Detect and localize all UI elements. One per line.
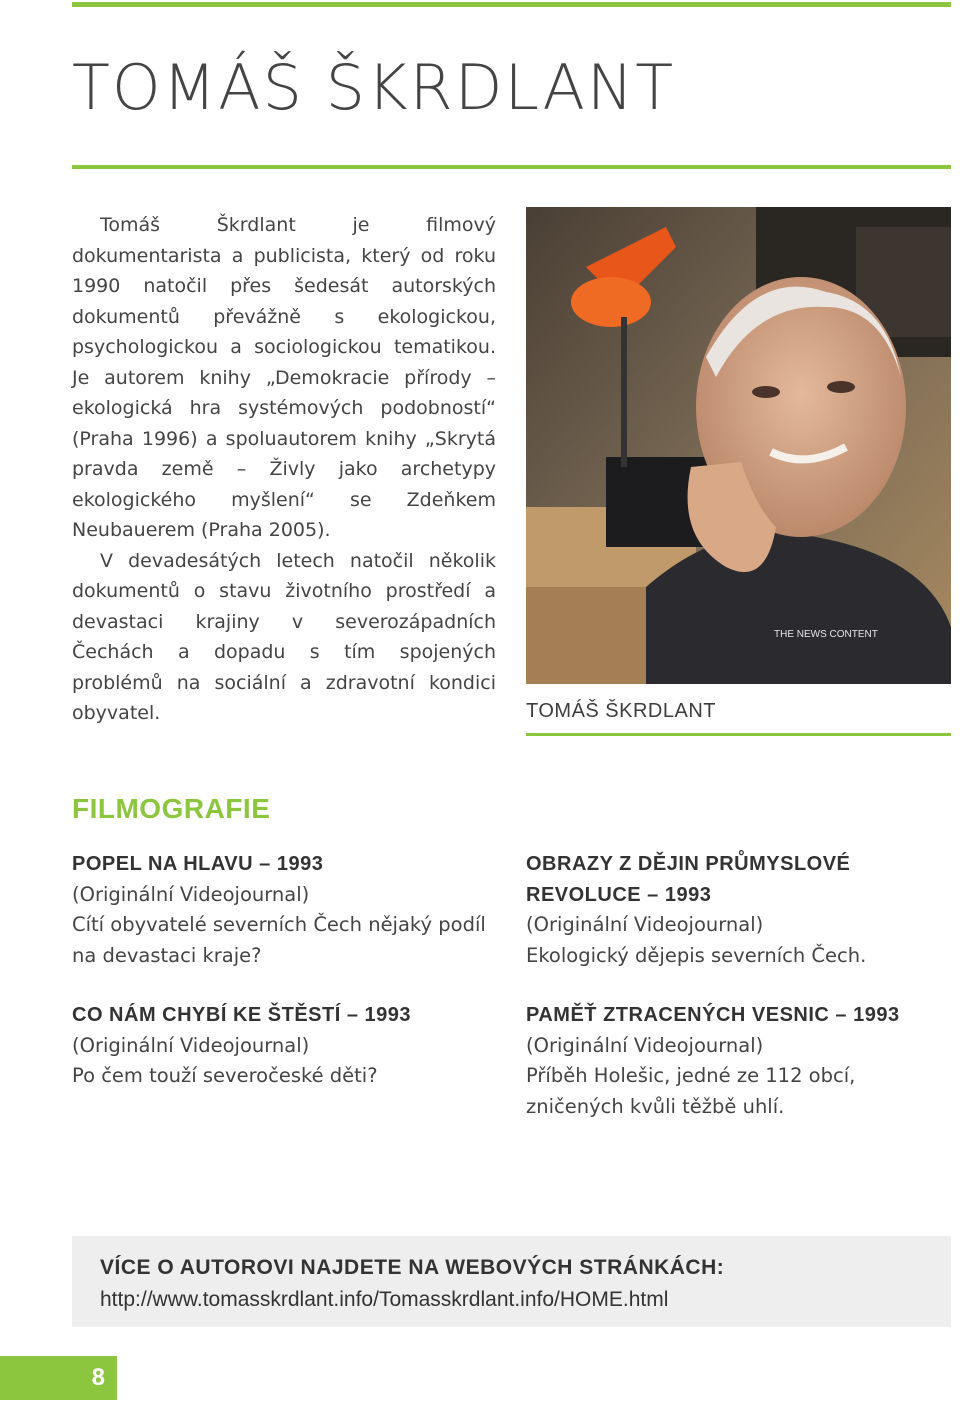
page-number: 8 (0, 1356, 117, 1400)
bio-text (72, 210, 496, 729)
bio-paragraph-2: V devadesátých letech natočil několik dokumentů o stavu životního prostředí a devastaci krajiny v severozápadních Čechách a dopadu s tím spojených problémů na sociální a zdravotní kondici obyvatel. (72, 549, 496, 724)
film-producer: (Originální Videojournal) (526, 1033, 764, 1057)
film-title: PAMĚŤ ZTRACENÝCH VESNIC – 1993 (526, 1004, 900, 1026)
film-producer: (Originální Videojournal) (72, 1033, 310, 1057)
film-title: POPEL NA HLAVU – 1993 (72, 853, 324, 875)
film-producer: (Originální Videojournal) (72, 882, 310, 906)
film-entry-4 (526, 1000, 926, 1122)
photo-caption: TOMÁŠ ŠKRDLANT (526, 700, 716, 722)
filmography-heading: FILMOGRAFIE (72, 793, 271, 824)
film-description: Cítí obyvatelé severních Čech nějaký podíl na devastaci kraje? (72, 913, 486, 967)
more-info-label: VÍCE O AUTOROVI NAJDETE NA WEBOVÝCH STRÁNKÁCH: (100, 1256, 725, 1279)
more-info-box (72, 1236, 951, 1327)
film-entry-2 (526, 849, 926, 971)
portrait-photo (526, 207, 951, 684)
top-rule (72, 2, 951, 7)
bio-paragraph-1: Tomáš Škrdlant je filmový dokumentarista a publicista, který od roku 1990 natočil přes šedesát autorských dokumentů převážně s ekologickou, psychologickou a sociologickou tematikou. Je autorem knihy „Demokracie přírody – ekologická hra systémových podobností“ (Praha 1996) a spoluautorem knihy „Skrytá pravda země – Živly jako archetypy ekologického myšlení“ se Zdeňkem Neubauerem (Praha 2005). (72, 214, 496, 541)
film-description: Příběh Holešic, jedné ze 112 obcí, zničených kvůli těžbě uhlí. (526, 1064, 856, 1118)
author-website-link[interactable]: http://www.tomasskrdlant.info/Tomasskrdlant.info/HOME.html (100, 1288, 669, 1311)
title-rule (72, 165, 951, 169)
film-entry-3 (72, 1000, 512, 1092)
film-entry-1 (72, 849, 512, 971)
shirt-print: THE NEWS CONTENT (774, 629, 878, 640)
film-producer: (Originální Videojournal) (526, 913, 764, 936)
film-title: CO NÁM CHYBÍ KE ŠTĚSTÍ – 1993 (72, 1004, 412, 1026)
film-description: Po čem touží severočeské děti? (72, 1064, 378, 1087)
film-description: Ekologický dějepis severních Čech. (526, 943, 867, 967)
page-title: TOMÁŠ ŠKRDLANT (72, 51, 676, 124)
caption-rule (526, 733, 951, 736)
film-title: OBRAZY Z DĚJIN PRŮMYSLOVÉ REVOLUCE – 1993 (526, 853, 851, 906)
